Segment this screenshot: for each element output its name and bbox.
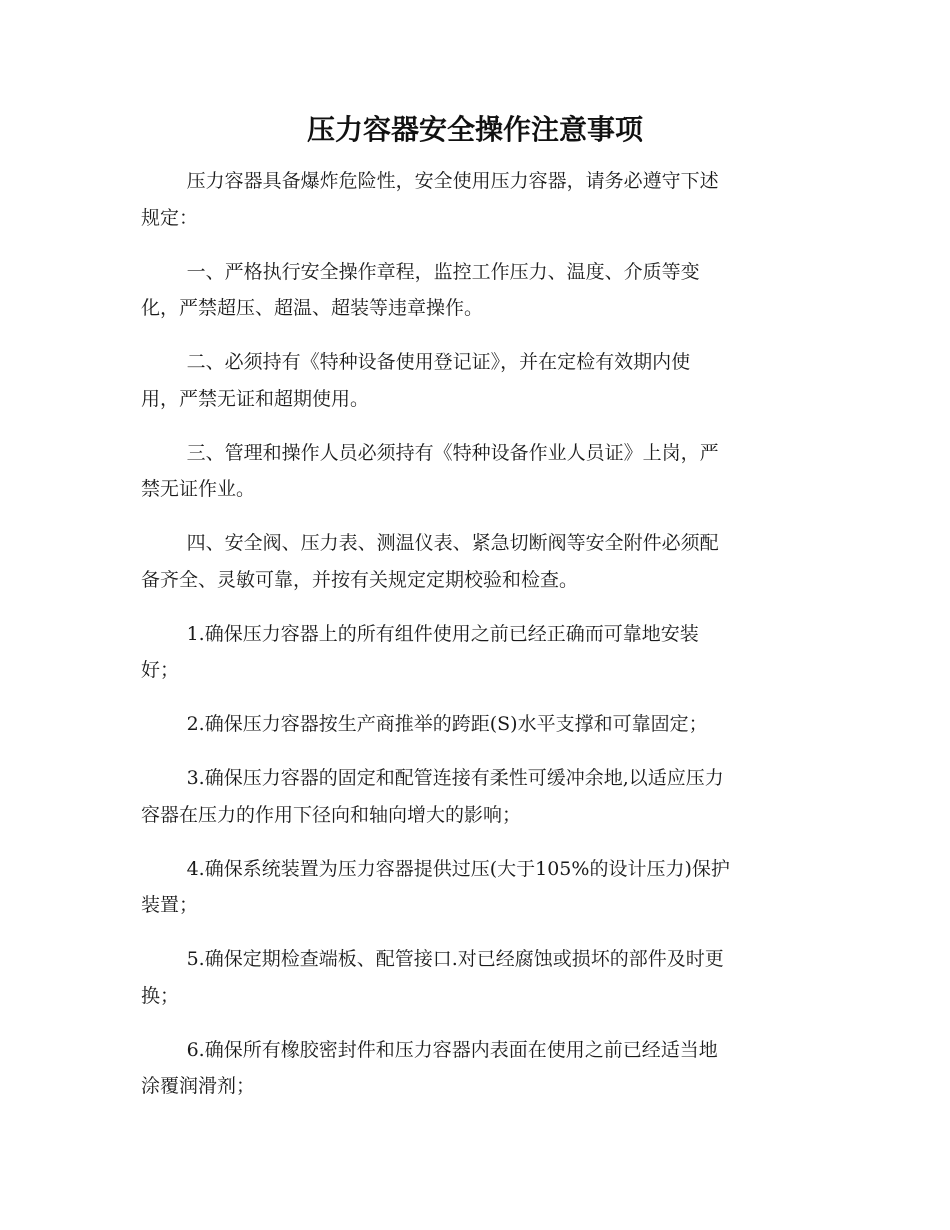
rule-paragraph-2: 二、必须持有《特种设备使用登记证》，并在定检有效期内使 用，严禁无证和超期使用。 (141, 351, 691, 410)
rule-paragraph-1: 一、严格执行安全操作章程，监控工作压力、温度、介质等变 化，严禁超压、超温、超装等违章操作。 (141, 260, 700, 319)
list-item-4: 4.确保系统装置为压力容器提供过压(大于105%的设计压力)保护 装置； (141, 857, 730, 916)
rule-paragraph-4: 四、安全阀、压力表、测温仪表、紧急切断阀等安全附件必须配 备齐全、灵敏可靠，并按有关规定定期校验和检查。 (141, 532, 719, 591)
document-body (141, 163, 809, 1122)
list-item-5: 5.确保定期检查端板、配管接口.对已经腐蚀或损坏的部件及时更 换； (141, 948, 724, 1007)
intro-paragraph: 压力容器具备爆炸危险性，安全使用压力容器，请务必遵守下述 规定： (141, 170, 719, 229)
document-title: 压力容器安全操作注意事项 (306, 113, 643, 146)
rule-paragraph-3: 三、管理和操作人员必须持有《特种设备作业人员证》上岗，严 禁无证作业。 (141, 441, 719, 500)
list-item-6: 6.确保所有橡胶密封件和压力容器内表面在使用之前已经适当地 涂覆润滑剂； (141, 1038, 718, 1097)
list-item-2: 2.确保压力容器按生产商推举的跨距(S)水平支撑和可靠固定； (186, 713, 708, 735)
list-item-3: 3.确保压力容器的固定和配管连接有柔性可缓冲余地,以适应压力 容器在压力的作用下径向和轴向增大的影响； (141, 767, 724, 826)
list-item-1: 1.确保压力容器上的所有组件使用之前已经正确而可靠地安装 好； (141, 622, 699, 681)
